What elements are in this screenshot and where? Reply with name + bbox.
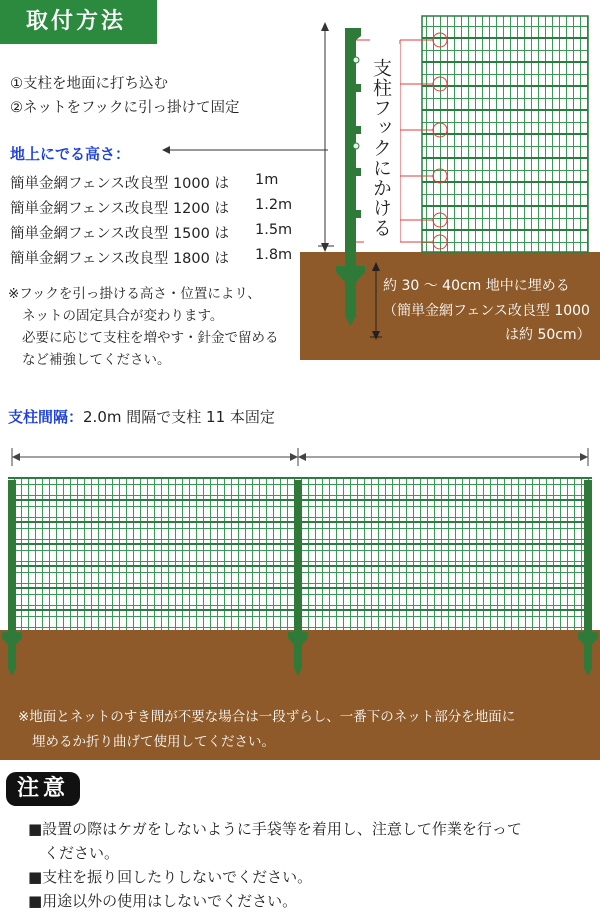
height-row-value: 1.5m (255, 222, 293, 238)
post-spacing-label: 支柱間隔： (8, 408, 84, 426)
bury-depth-text: （簡単金網フェンス改良型 1000 (383, 303, 590, 319)
hook-note-line: ネットの固定具合が変わります。 (22, 308, 224, 324)
caution-item: ■支柱を振り回したりしないでください。 (28, 868, 313, 886)
caution-item: ください。 (44, 844, 120, 862)
height-row-model: 簡単金網フェンス改良型 1800 は (10, 251, 229, 267)
ground-note-line: ※地面とネットのすき間が不要な場合は一段ずらし、一番下のネット部分を地面に (18, 709, 516, 725)
hook-note-line: ※フックを引っ掛ける高さ・位置によリ、 (8, 286, 261, 302)
post-spacing-text (8, 406, 275, 427)
height-heading: 地上にでる高さ： (10, 145, 131, 163)
step-1: ①支柱を地面に打ち込む (10, 76, 168, 92)
hook-label: 支柱フックにかける (370, 58, 392, 238)
height-row-value: 1.8m (255, 247, 293, 263)
height-row-model: 簡単金網フェンス改良型 1000 は (10, 176, 229, 192)
hook-note-line: 必要に応じて支柱を増やす・針金で留める (22, 330, 279, 346)
post-spacing-value: 2.0m 間隔で支柱 11 本固定 (83, 408, 275, 426)
caution-badge: 注意 (6, 772, 80, 806)
fence-spacing-diagram (0, 440, 600, 680)
page-title: 取付方法 (0, 0, 157, 44)
step-2: ②ネットをフックに引っ掛けて固定 (10, 100, 240, 116)
caution-item: ■用途以外の使用はしないでください。 (28, 892, 298, 910)
hook-note-line: など補強してください。 (22, 352, 171, 368)
height-row-model: 簡単金網フェンス改良型 1500 は (10, 226, 229, 242)
height-row-value: 1m (255, 172, 279, 188)
height-row-model: 簡単金網フェンス改良型 1200 は (10, 201, 229, 217)
bury-depth-text: は約 50cm） (505, 327, 591, 343)
caution-item: ■設置の際はケガをしないように手袋等を着用し、注意して作業を行って (28, 820, 522, 838)
bury-depth-text: 約 30 ～ 40cm 地中に埋める (383, 278, 570, 294)
height-row-value: 1.2m (255, 197, 293, 213)
ground-note-line: 埋めるか折り曲げて使用してください。 (32, 734, 275, 750)
